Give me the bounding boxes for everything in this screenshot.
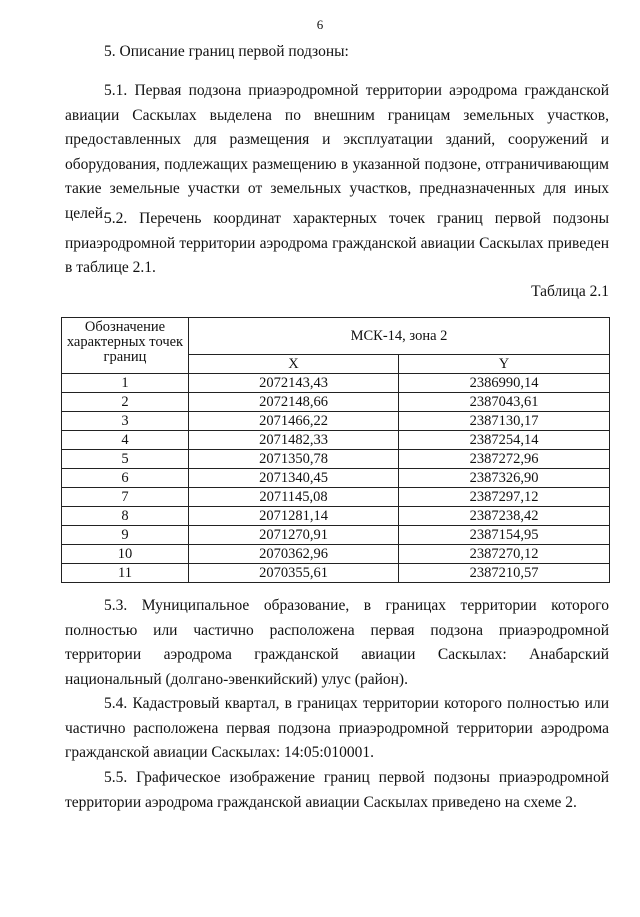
point-number-cell: 11: [62, 564, 189, 583]
table-row: [62, 412, 610, 431]
table-row: [62, 526, 610, 545]
x-coordinate-cell: 2071482,33: [189, 431, 399, 450]
x-coordinate-cell: 2071340,45: [189, 469, 399, 488]
y-coordinate-cell: 2387272,96: [399, 450, 610, 469]
point-number-cell: 3: [62, 412, 189, 431]
point-number-cell: 5: [62, 450, 189, 469]
header-point-designation: Обозначение характерных точек границ: [62, 318, 189, 374]
point-number-cell: 6: [62, 469, 189, 488]
y-coordinate-cell: 2387210,57: [399, 564, 610, 583]
paragraph-5-4: 5.4. Кадастровый квартал, в границах территории которого полностью или частично расположена первая подзона приаэродромной территории аэродрома гражданской авиации Саскылах: 14:05:010001.: [65, 695, 609, 761]
y-coordinate-cell: 2387238,42: [399, 507, 610, 526]
paragraph-5-3: 5.3. Муниципальное образование, в границах территории которого полностью или частично расположена первая подзона приаэродромной территории аэродрома гражданской авиации Саскылах: Анабарский национальный (долгано-эвенкийский) улус (район).: [65, 597, 609, 688]
x-coordinate-cell: 2071270,91: [189, 526, 399, 545]
coordinates-table-body: [62, 374, 610, 583]
table-row: [62, 507, 610, 526]
table-row: [62, 431, 610, 450]
coordinates-table: [61, 317, 610, 583]
table-caption: Таблица 2.1: [531, 283, 609, 300]
point-number-cell: 9: [62, 526, 189, 545]
table-row: [62, 469, 610, 488]
y-coordinate-cell: 2387154,95: [399, 526, 610, 545]
table-row: [62, 393, 610, 412]
x-coordinate-cell: 2071281,14: [189, 507, 399, 526]
paragraph-5-2: 5.2. Перечень координат характерных точек границ первой подзоны приаэродромной территории аэродрома гражданской авиации Саскылах приведен в таблице 2.1.: [65, 210, 609, 276]
header-coordinate-system: МСК-14, зона 2: [189, 318, 610, 355]
point-number-cell: 4: [62, 431, 189, 450]
y-coordinate-cell: 2387130,17: [399, 412, 610, 431]
y-coordinate-cell: 2387043,61: [399, 393, 610, 412]
x-coordinate-cell: 2070362,96: [189, 545, 399, 564]
x-coordinate-cell: 2070355,61: [189, 564, 399, 583]
section-heading: 5. Описание границ первой подзоны:: [104, 43, 349, 60]
point-number-cell: 1: [62, 374, 189, 393]
x-coordinate-cell: 2072148,66: [189, 393, 399, 412]
y-coordinate-cell: 2387326,90: [399, 469, 610, 488]
y-coordinate-cell: 2386990,14: [399, 374, 610, 393]
x-coordinate-cell: 2072143,43: [189, 374, 399, 393]
x-coordinate-cell: 2071145,08: [189, 488, 399, 507]
y-coordinate-cell: 2387270,12: [399, 545, 610, 564]
page-number: 6: [316, 17, 324, 32]
paragraph-5-5: 5.5. Графическое изображение границ первой подзоны приаэродромной территории аэродрома гражданской авиации Саскылах приведено на схеме 2.: [65, 769, 609, 811]
table-row: [62, 450, 610, 469]
header-x: X: [189, 355, 399, 374]
table-row: [62, 488, 610, 507]
y-coordinate-cell: 2387254,14: [399, 431, 610, 450]
table-row: [62, 374, 610, 393]
y-coordinate-cell: 2387297,12: [399, 488, 610, 507]
point-number-cell: 10: [62, 545, 189, 564]
point-number-cell: 7: [62, 488, 189, 507]
table-row: [62, 545, 610, 564]
x-coordinate-cell: 2071466,22: [189, 412, 399, 431]
header-y: Y: [399, 355, 610, 374]
paragraph-5-1: 5.1. Первая подзона приаэродромной территории аэродрома гражданской авиации Саскылах выделена по внешним границам земельных участков, предоставленных для размещения и эксплуатации зданий, сооружений и оборудования, подлежащих размещению в указанной подзоне, отграничивающим такие земельные участки от земельных участков, предназначенных для иных целей.: [65, 82, 609, 222]
point-number-cell: 8: [62, 507, 189, 526]
point-number-cell: 2: [62, 393, 189, 412]
x-coordinate-cell: 2071350,78: [189, 450, 399, 469]
table-row: [62, 564, 610, 583]
